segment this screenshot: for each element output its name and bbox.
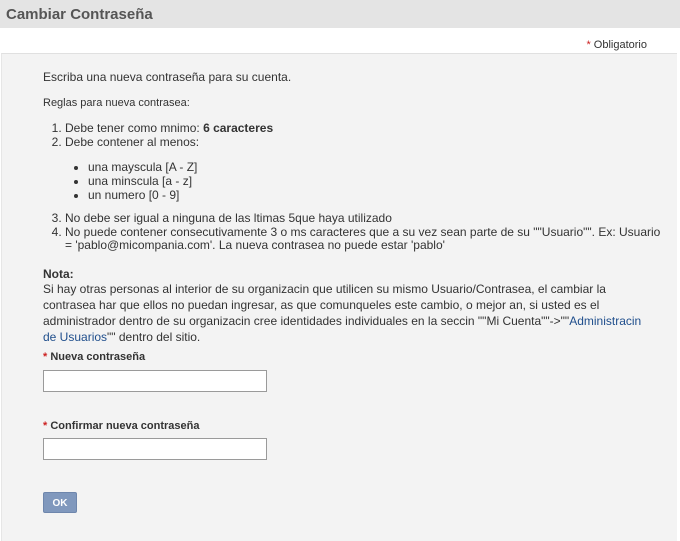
rules-list-continued [43, 212, 665, 253]
rule-must-contain: 2. Debe contener al menos: [65, 135, 655, 149]
new-password-label-text: Nueva contraseña [50, 351, 146, 363]
rules-sublist [74, 160, 197, 202]
rule-min-length-value: 6 caracteres [203, 121, 274, 135]
note-text-end: "" dentro del sitio. [107, 330, 201, 344]
rule-min-length-text: Debe tener como mnimo: [65, 121, 204, 135]
rule-uppercase: • una mayscula [A - Z] [88, 160, 197, 174]
note-title: Nota: [43, 267, 74, 281]
note-text: Si hay otras personas al interior de su organizacin que utilicen su mismo Usuario/Contrasea, el cambiar la contrasea har que ellos no puedan ingresar, as que comunqueles este cambio, o mejor an, si usted es el administrador dentro de su organizacin cree identidades individuales en la seccin ""Mi Cuenta""->"" [43, 282, 606, 328]
confirm-password-label [43, 420, 200, 432]
rules-list [43, 121, 655, 149]
rule-lowercase: • una minscula [a - z] [88, 174, 197, 188]
rule-not-recent: 3. No debe ser igual a ninguna de las ltimas 5que haya utilizado [65, 212, 665, 226]
required-star: * [43, 420, 48, 432]
required-star: * [43, 351, 48, 363]
rule-number: • un numero [0 - 9] [88, 188, 197, 202]
rule-min-length [65, 121, 655, 135]
new-password-label [43, 351, 145, 363]
required-legend-text: Obligatorio [593, 39, 647, 51]
ok-button[interactable]: OK [43, 492, 77, 513]
rule-not-username: 4. No puede contener consecutivamente 3 o ms caracteres que a su vez sean parte de su ""Usuario"". Ex: Usuario = 'pablo@micompania.com'. La nueva contrasea no puede estar 'pablo' [65, 226, 665, 253]
new-password-input[interactable] [43, 370, 267, 392]
confirm-password-label-text: Confirmar nueva contraseña [50, 420, 200, 432]
required-star: * [586, 39, 591, 51]
confirm-password-input[interactable] [43, 438, 267, 460]
note-body [43, 281, 653, 345]
required-legend [586, 39, 647, 51]
intro-text: Escriba una nueva contraseña para su cuenta. [43, 70, 292, 84]
rules-title: Reglas para nueva contrasea: [43, 97, 190, 109]
user-admin-link[interactable]: Administracin de Usuarios [43, 314, 642, 344]
page-header [0, 0, 680, 28]
page-title: Cambiar Contraseña [6, 6, 153, 23]
